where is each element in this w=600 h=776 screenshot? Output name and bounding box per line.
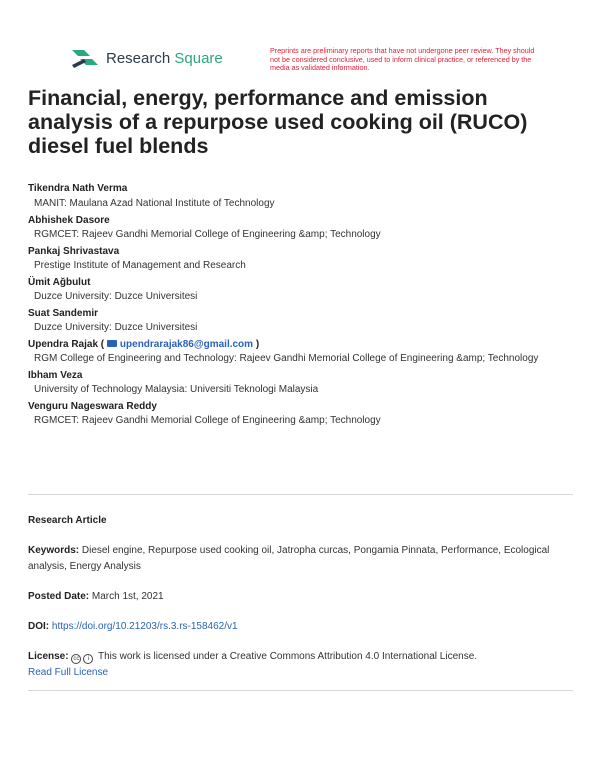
author-affiliation: MANIT: Maulana Azad National Institute of Technology — [34, 198, 275, 209]
author-list — [28, 180, 573, 429]
attribution-icon: i — [83, 654, 93, 664]
author-entry — [28, 339, 573, 367]
author-affiliation: Duzce University: Duzce Universitesi — [34, 322, 198, 333]
logo-text: Research Square — [106, 49, 223, 67]
author-entry — [28, 183, 573, 212]
author-name: Suat Sandemir — [28, 308, 99, 319]
author-entry — [28, 246, 573, 274]
research-square-logo[interactable] — [70, 46, 223, 70]
author-affiliation: RGMCET: Rajeev Gandhi Memorial College of Engineering &amp; Technology — [34, 229, 381, 240]
read-full-license-link[interactable]: Read Full License — [28, 667, 109, 678]
section-divider — [28, 494, 573, 495]
envelope-icon — [107, 340, 117, 347]
author-affiliation: Duzce University: Duzce Universitesi — [34, 291, 198, 302]
author-affiliation: RGM College of Engineering and Technology: Rajeev Gandhi Memorial College of Engineering &amp; Technology — [34, 353, 539, 364]
section-divider — [28, 690, 573, 691]
creative-commons-icon: cc — [73, 656, 80, 662]
author-name: Abhishek Dasore — [28, 215, 110, 226]
author-name: Pankaj Shrivastava — [28, 246, 120, 257]
keywords: Keywords: Diesel engine, Repurpose used cooking oil, Jatropha curcas, Pongamia Pinnata, Performance, Ecological analysis, Energy Analysis — [28, 545, 550, 572]
author-entry — [28, 401, 573, 429]
license: License: cc i This work is licensed under a Creative Commons Attribution 4.0 International License. Read Full License — [28, 651, 478, 678]
author-entry — [28, 215, 573, 243]
author-entry — [28, 277, 573, 305]
author-name: Venguru Nageswara Reddy — [28, 401, 157, 412]
author-entry — [28, 370, 573, 398]
author-affiliation: Prestige Institute of Management and Research — [34, 260, 246, 271]
author-name: Ümit Ağbulut — [28, 277, 91, 288]
author-affiliation: University of Technology Malaysia: Universiti Teknologi Malaysia — [34, 384, 319, 395]
paper-title: Financial, energy, performance and emission analysis of a repurpose used cooking oil (RUCO) diesel fuel blends — [28, 86, 528, 158]
posted-date: Posted Date: March 1st, 2021 — [28, 591, 164, 602]
doi-link[interactable]: https://doi.org/10.21203/rs.3.rs-158462/v1 — [51, 621, 238, 632]
author-email-link[interactable]: upendrarajak86@gmail.com — [119, 339, 254, 350]
author-name: Tikendra Nath Verma — [28, 183, 128, 194]
author-name: Ibham Veza — [28, 370, 83, 381]
author-name-with-email: Upendra Rajak ( upendrarajak86@gmail.com ) — [28, 339, 260, 350]
author-entry — [28, 308, 573, 336]
preprint-notice: Preprints are preliminary reports that have not undergone peer review. They should not be considered conclusive, used to inform clinical practice, or referenced by the media as validated information. — [270, 46, 535, 73]
research-square-logo-icon — [70, 46, 100, 70]
article-type: Research Article — [28, 515, 107, 526]
doi: DOI: https://doi.org/10.21203/rs.3.rs-158462/v1 — [28, 621, 238, 632]
author-affiliation: RGMCET: Rajeev Gandhi Memorial College of Engineering &amp; Technology — [34, 415, 381, 426]
